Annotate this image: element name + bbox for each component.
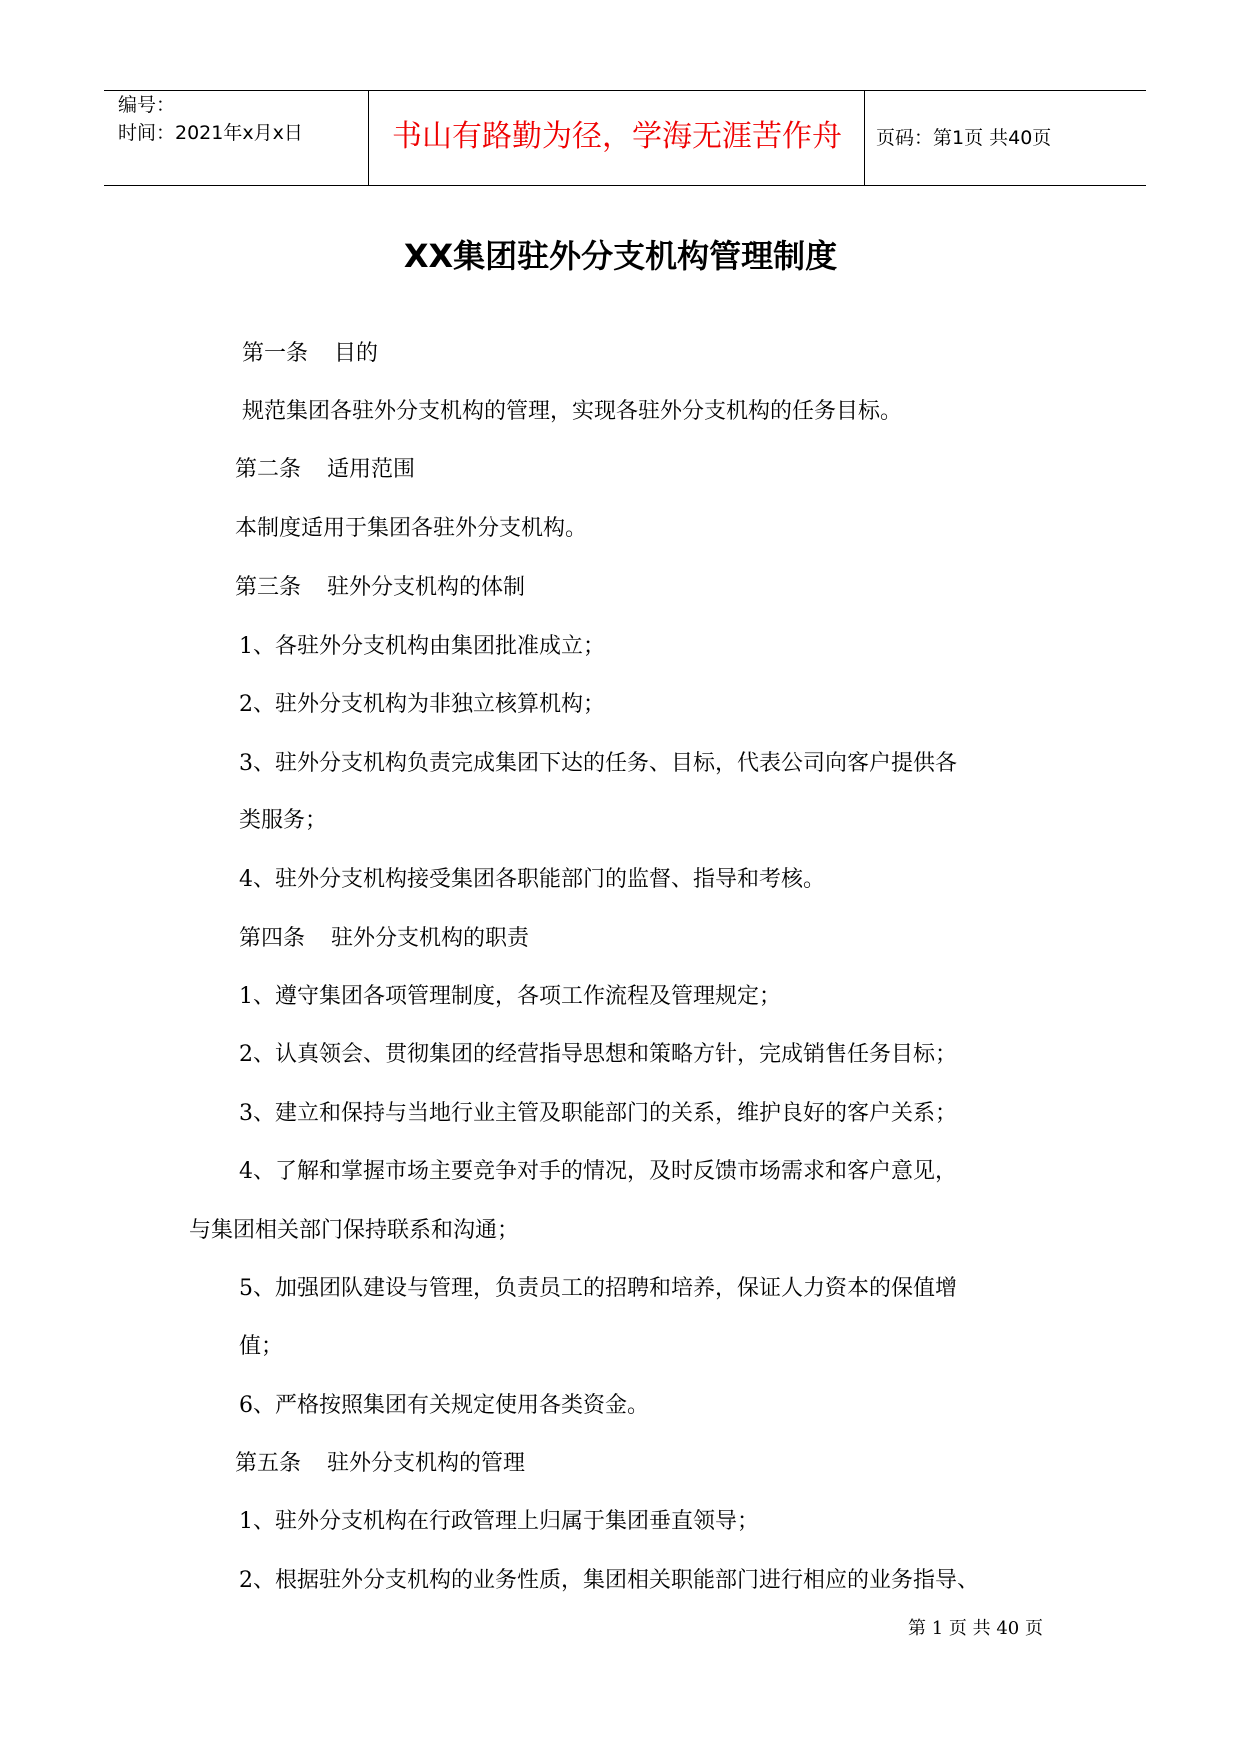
article-title: 驻外分支机构的职责 — [331, 926, 530, 951]
article-number: 第三条 — [235, 575, 302, 600]
article-number: 第一条 — [242, 341, 309, 366]
list-item: 3、建立和保持与当地行业主管及职能部门的关系，维护良好的客户关系； — [239, 1101, 957, 1126]
list-item: 3、驻外分支机构负责完成集团下达的任务、目标，代表公司向客户提供各 — [239, 751, 957, 776]
header-motto: 书山有路勤为径，学海无涯苦作舟 — [392, 119, 842, 154]
document-header — [104, 90, 1146, 186]
page-footer: 第 1 页 共 40 页 — [908, 1618, 1043, 1639]
list-item-continuation: 类服务； — [239, 808, 328, 833]
article-title: 驻外分支机构的管理 — [327, 1451, 526, 1476]
article-number: 第四条 — [239, 926, 306, 951]
header-divider — [864, 91, 865, 185]
list-item: 1、各驻外分支机构由集团批准成立； — [239, 634, 605, 659]
article-heading — [235, 455, 415, 485]
body-paragraph: 本制度适用于集团各驻外分支机构。 — [235, 516, 588, 541]
list-item-continuation: 与集团相关部门保持联系和沟通； — [189, 1218, 520, 1243]
article-heading — [242, 339, 378, 369]
article-title: 目的 — [334, 341, 379, 366]
document-title: XX集团驻外分支机构管理制度 — [403, 237, 838, 275]
article-title: 适用范围 — [327, 457, 416, 482]
article-title: 驻外分支机构的体制 — [327, 575, 526, 600]
article-number: 第二条 — [235, 457, 302, 482]
article-number: 第五条 — [235, 1451, 302, 1476]
list-item: 4、驻外分支机构接受集团各职能部门的监督、指导和考核。 — [239, 867, 825, 892]
list-item: 5、加强团队建设与管理，负责员工的招聘和培养，保证人力资本的保值增 — [239, 1276, 957, 1301]
list-item: 2、认真领会、贯彻集团的经营指导思想和策略方针，完成销售任务目标； — [239, 1042, 957, 1067]
list-item: 2、驻外分支机构为非独立核算机构； — [239, 692, 605, 717]
body-paragraph: 规范集团各驻外分支机构的管理，实现各驻外分支机构的任务目标。 — [242, 399, 903, 424]
list-item: 2、根据驻外分支机构的业务性质，集团相关职能部门进行相应的业务指导、 — [239, 1568, 979, 1593]
list-item: 6、严格按照集团有关规定使用各类资金。 — [239, 1393, 649, 1418]
list-item: 1、遵守集团各项管理制度，各项工作流程及管理规定； — [239, 984, 781, 1009]
article-heading — [235, 1449, 525, 1479]
list-item: 1、驻外分支机构在行政管理上归属于集团垂直领导； — [239, 1509, 759, 1534]
number-label: 编号： — [118, 94, 176, 116]
time-label: 时间：2021年x月x日 — [118, 122, 303, 144]
list-item-continuation: 值； — [239, 1334, 284, 1359]
article-heading — [239, 924, 529, 954]
header-divider — [368, 91, 369, 185]
page-info: 页码：第1页 共40页 — [876, 127, 1052, 149]
article-heading — [235, 573, 525, 603]
list-item: 4、了解和掌握市场主要竞争对手的情况，及时反馈市场需求和客户意见， — [239, 1159, 957, 1184]
